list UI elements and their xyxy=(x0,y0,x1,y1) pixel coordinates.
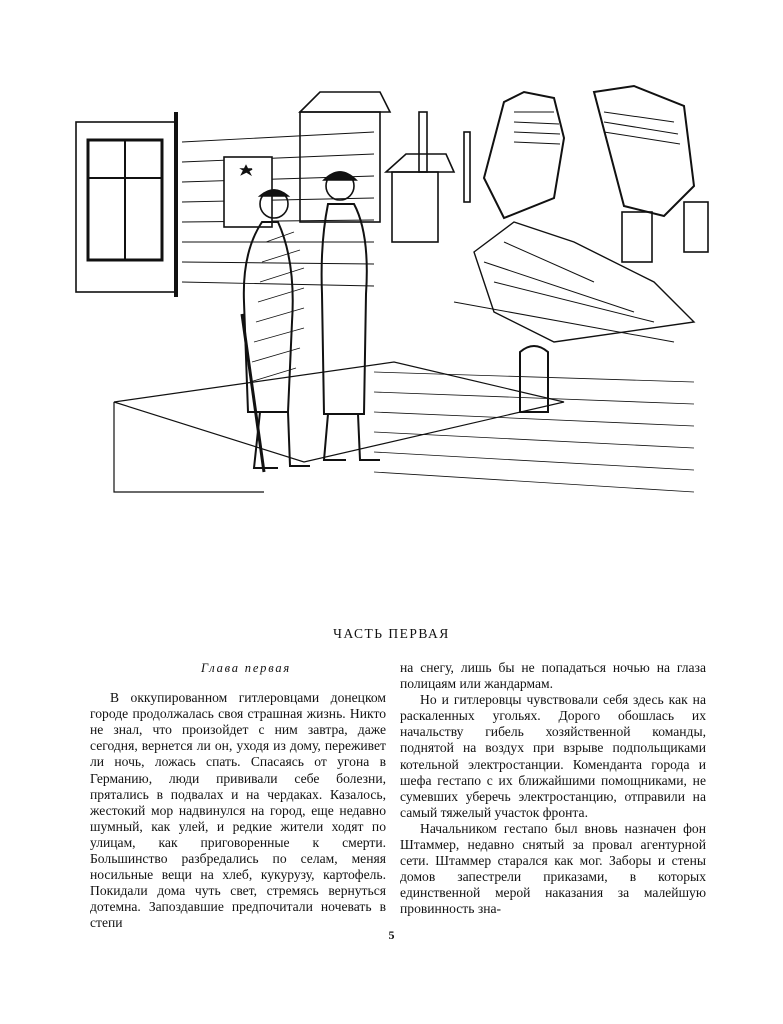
paragraph: Но и гитлеровцы чувствовали себя здесь как на раскаленных угольях. Дорого обошлась их начальству гибель хозяйственной команды, поднятой на воздух при взрыве подпольщиками котельной электростанции. Коменданта города и шефа гестапо с их ближайшими помощниками, не сумевших уберечь электростанцию, отправили на самый тяжелый участок фронта. xyxy=(400,692,706,820)
paragraph: В оккупированном гитлеровцами донецком городе продолжалась своя страшная жизнь. Никто не знал, что произойдет с ним завтра, даже сегодня, вернется ли он, уходя из дому, переживет ли ночь, ложась спать. Спасаясь от угона в Германию, люди прививали себе болезни, прятались в подвалах и на чердаках. Казалось, жестокий мор надвинулся на город, еще недавно шумный, как улей, и редкие жители ходят по улицам, как приговоренные к смерти. Большинство разбредались по селам, меняя носильные вещи на хлеб, кукурузу, картофель. Покидали дома чуть свет, стремясь вернуться дотемна. Запоздавшие предпочитали ночевать в степи xyxy=(90,690,386,931)
illustration xyxy=(74,82,714,522)
paragraph: Начальником гестапо был вновь назначен фон Штаммер, недавно снятый за провал агентурной сети. Штаммер старался как мог. Заборы и стены домов запестрели приказами, в которых единственной мерой наказания за малейшую провинность зна- xyxy=(400,820,706,917)
page-number: 5 xyxy=(388,928,395,942)
paragraph-continuation: на снегу, лишь бы не попадаться ночью на глаза полицаям или жандармам. xyxy=(400,660,706,692)
text-column-right xyxy=(400,660,706,918)
street-ruins-illustration-icon xyxy=(74,82,714,522)
chapter-title: Глава первая xyxy=(200,661,292,675)
text-column-left xyxy=(90,660,386,932)
part-title: ЧАСТЬ ПЕРВАЯ xyxy=(333,626,450,641)
